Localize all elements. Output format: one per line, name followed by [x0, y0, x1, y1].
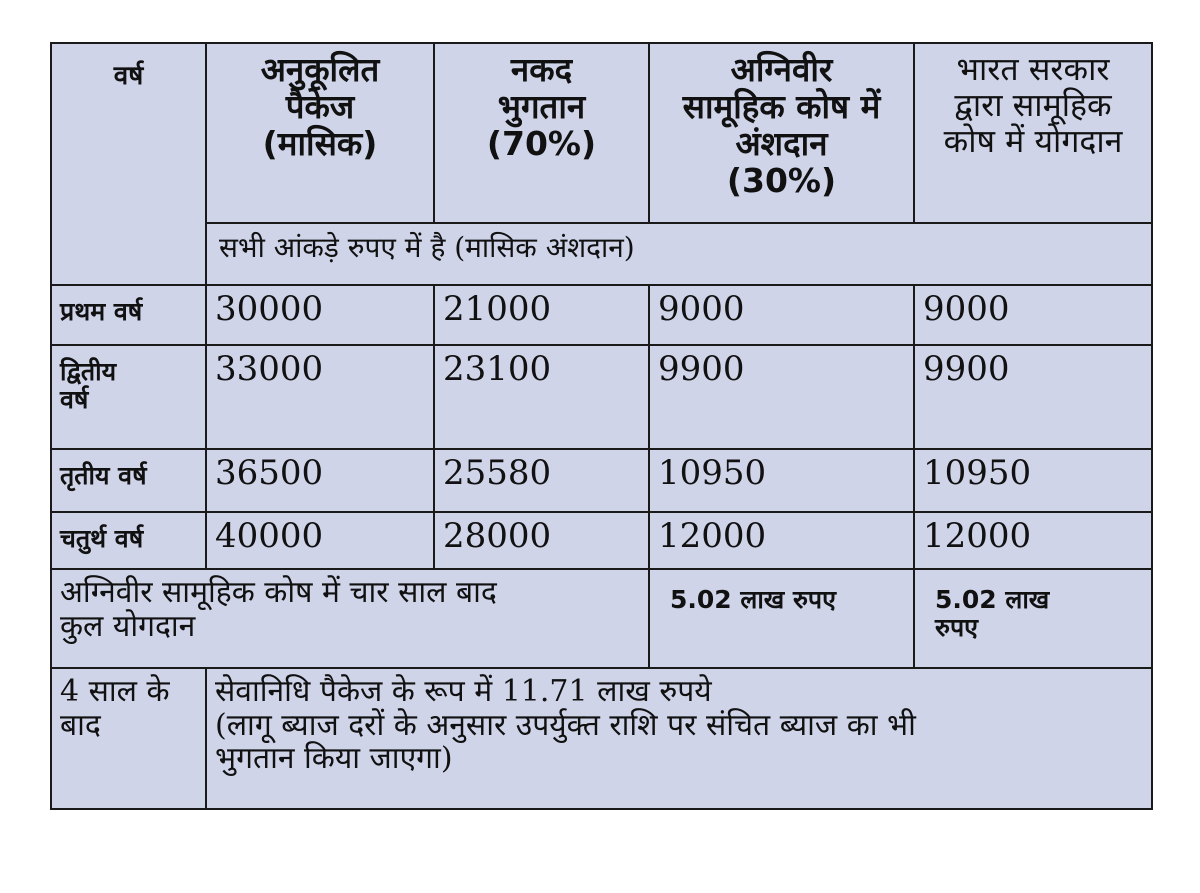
total-row: [51, 569, 1152, 668]
value-govt: 10950: [923, 453, 1032, 493]
value-package: 40000: [215, 516, 324, 556]
cell-fund: [649, 512, 914, 569]
header-cash-line-1: नकद: [510, 50, 573, 89]
cell-cash: [434, 512, 649, 569]
header-fund-line-4: (30%): [726, 160, 837, 200]
total-govt-line-1: 5.02 लाख: [935, 585, 1050, 614]
value-fund: 9900: [658, 349, 745, 389]
after-row: [51, 668, 1152, 809]
cell-fund: [649, 285, 914, 345]
header-cash: [434, 43, 649, 223]
header-fund-line-1: अग्निवीर: [730, 50, 833, 89]
cell-govt: [914, 345, 1152, 449]
cell-cash: [434, 285, 649, 345]
value-govt: 9900: [923, 349, 1010, 389]
table-row: [51, 285, 1152, 345]
cell-package: [206, 345, 434, 449]
row-label-text: तृतीय वर्ष: [60, 461, 147, 490]
total-label-line-2: कुल योगदान: [60, 608, 196, 644]
header-package-line-2: पैकेज: [285, 86, 355, 126]
after-label-line-2: बाद: [60, 707, 101, 743]
after-label-line-1: 4 साल के: [60, 674, 170, 709]
cell-fund: [649, 345, 914, 449]
table-row: [51, 449, 1152, 512]
value-package: 30000: [215, 289, 324, 329]
total-fund: [649, 569, 914, 668]
cell-cash: [434, 449, 649, 512]
header-govt-line-1: भारत सरकार: [956, 50, 1110, 88]
total-fund-value: 5.02 लाख रुपए: [670, 585, 836, 614]
value-fund: 9000: [658, 289, 745, 329]
cell-package: [206, 449, 434, 512]
value-govt: 9000: [923, 289, 1010, 329]
header-package-line-1: अनुकूलित: [260, 50, 380, 89]
after-text-line-1: सेवानिधि पैकेज के रूप में 11.71 लाख रुपये: [215, 674, 712, 709]
note-text: सभी आंकड़े रुपए में है (मासिक अंशदान): [219, 231, 635, 264]
after-label: [51, 668, 206, 809]
header-year: [51, 43, 206, 285]
row-label-year-4: [51, 512, 206, 569]
header-cash-line-2: भुगतान: [497, 86, 586, 126]
value-cash: 23100: [443, 349, 552, 389]
row-label-text-line-2: वर्ष: [60, 385, 89, 414]
row-label-year-1: [51, 285, 206, 345]
header-row: [51, 43, 1152, 223]
total-govt-line-2: रुपए: [935, 613, 978, 642]
cell-package: [206, 285, 434, 345]
header-govt-line-2: द्वारा सामूहिक: [954, 85, 1112, 124]
header-cash-line-3: (70%): [486, 123, 597, 163]
after-text: [206, 668, 1152, 809]
table-row: [51, 345, 1152, 449]
value-fund: 12000: [658, 516, 767, 556]
value-cash: 25580: [443, 453, 552, 493]
cell-cash: [434, 345, 649, 449]
header-govt-line-3: कोष में योगदान: [943, 121, 1123, 160]
cell-fund: [649, 449, 914, 512]
row-label-year-3: [51, 449, 206, 512]
row-label-text: चतुर्थ वर्ष: [60, 524, 144, 553]
total-label-line-1: अग्निवीर सामूहिक कोष में चार साल बाद: [60, 575, 497, 610]
value-fund: 10950: [658, 453, 767, 493]
header-fund: [649, 43, 914, 223]
row-label-text-line-1: द्वितीय: [60, 357, 117, 386]
cell-govt: [914, 512, 1152, 569]
note-cell: [206, 223, 1152, 285]
header-fund-line-3: अंशदान: [735, 123, 828, 163]
value-package: 33000: [215, 349, 324, 389]
header-govt: [914, 43, 1152, 223]
value-cash: 21000: [443, 289, 552, 329]
header-year-text: वर्ष: [113, 61, 144, 91]
table-row: [51, 512, 1152, 569]
total-govt: [914, 569, 1152, 668]
cell-package: [206, 512, 434, 569]
note-row: [51, 223, 1152, 285]
total-label: [51, 569, 649, 668]
after-text-line-3: भुगतान किया जाएगा): [215, 741, 453, 777]
value-govt: 12000: [923, 516, 1032, 556]
cell-govt: [914, 285, 1152, 345]
header-package-line-3: (मासिक): [262, 123, 378, 163]
header-package: [206, 43, 434, 223]
header-fund-line-2: सामूहिक कोष में: [682, 86, 881, 126]
cell-govt: [914, 449, 1152, 512]
value-package: 36500: [215, 453, 324, 493]
agniveer-salary-table: [50, 42, 1153, 810]
value-cash: 28000: [443, 516, 552, 556]
after-text-line-2: (लागू ब्याज दरों के अनुसार उपर्युक्त राशि पर संचित ब्याज का भी: [215, 707, 916, 743]
row-label-year-2: [51, 345, 206, 449]
row-label-text: प्रथम वर्ष: [60, 297, 143, 326]
